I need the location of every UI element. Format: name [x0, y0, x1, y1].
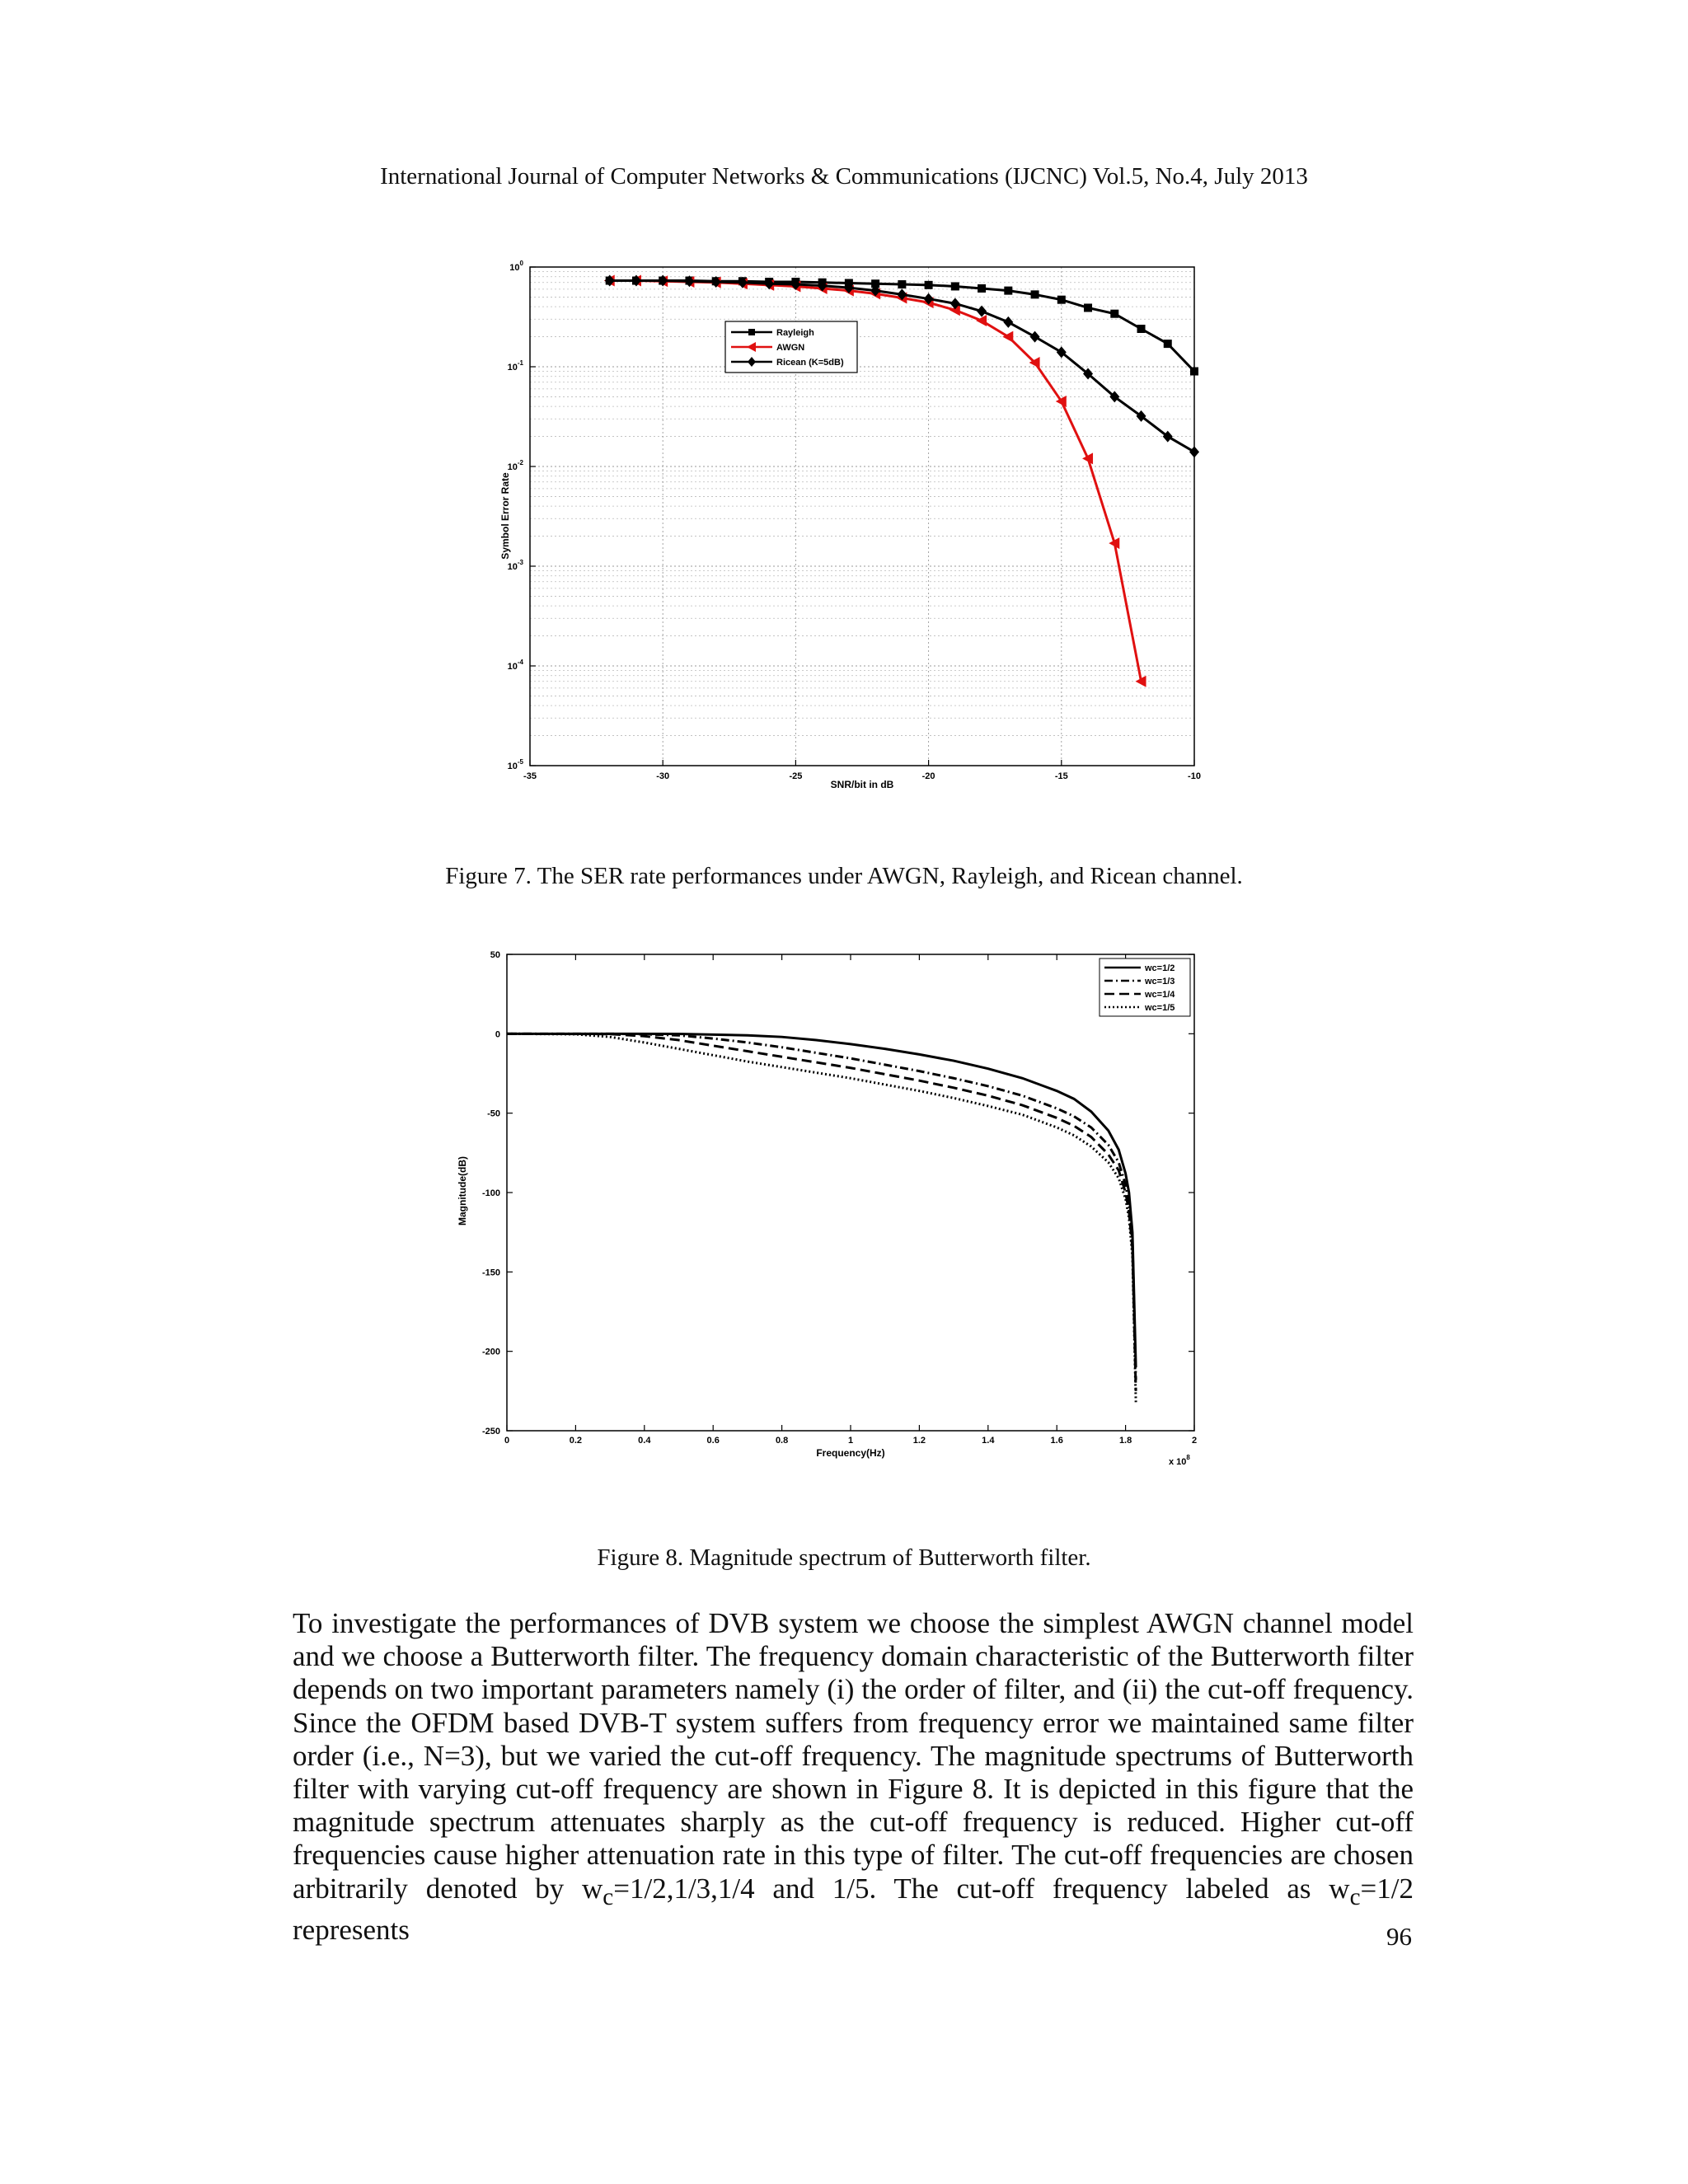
fig8-y-tick-label: 0 — [495, 1029, 500, 1040]
fig8-series-line — [507, 1033, 1136, 1402]
fig8-y-tick-label: -150 — [481, 1268, 500, 1278]
fig7-legend — [725, 321, 857, 373]
page-number: 96 — [1386, 1922, 1412, 1951]
paragraph-text-2: =1/2,1/3,1/4 and 1/5. The cut-off frequency labeled as w — [613, 1872, 1350, 1905]
fig8-y-tick-label: 50 — [490, 950, 500, 960]
fig8-legend-label: wc=1/3 — [1145, 977, 1175, 987]
fig7-data-point — [1084, 303, 1092, 312]
fig7-ylabel: Symbol Error Rate — [499, 472, 511, 560]
figure-8-butterworth-chart — [0, 940, 1688, 1516]
fig8-x-tick-label: 1.2 — [912, 1436, 926, 1446]
fig8-x-tick-label: 1 — [847, 1436, 854, 1446]
fig8-tick-labels — [482, 950, 1197, 1446]
fig8-x-tick-label: 0 — [504, 1436, 510, 1446]
fig7-legend-label: AWGN — [776, 343, 805, 353]
fig7-y-tick-label: $10^{-2}$ — [507, 459, 523, 472]
fig7-xlabel: SNR/bit in dB — [830, 779, 894, 790]
fig8-x-tick-label: 1.4 — [982, 1436, 995, 1446]
fig7-y-tick-label: $10^0$ — [509, 260, 523, 273]
fig7-data-point — [1031, 290, 1039, 298]
fig8-x-tick-label: 0.6 — [706, 1436, 720, 1446]
fig7-data-point — [925, 281, 933, 289]
fig8-x-tick-label: 2 — [1191, 1436, 1198, 1446]
fig7-legend-label: Ricean (K=5dB) — [776, 358, 844, 368]
fig7-x-tick-label: -20 — [921, 771, 935, 781]
paragraph-text-3: =1/2 represents — [293, 1872, 1414, 1946]
fig7-plot-area — [530, 267, 1194, 766]
fig7-y-tick-label: $10^{-5}$ — [507, 758, 523, 771]
fig8-series-line — [507, 1033, 1136, 1390]
fig8-xlabel: Frequency(Hz) — [816, 1447, 885, 1459]
body-paragraph — [293, 1607, 1414, 1947]
fig7-x-tick-label: -25 — [789, 771, 803, 781]
paragraph-subscript-1: c — [603, 1883, 614, 1910]
fig8-x-tick-label: 0.4 — [638, 1436, 651, 1446]
fig7-data-point — [951, 282, 959, 290]
fig7-data-point — [1004, 287, 1012, 295]
fig7-x-tick-label: -35 — [523, 771, 537, 781]
fig8-axes-box — [507, 954, 1194, 1431]
fig8-x-tick-label: 1.8 — [1118, 1436, 1132, 1446]
fig8-x-tick-label: 1.6 — [1050, 1436, 1063, 1446]
fig7-y-tick-label: $10^{-1}$ — [507, 359, 523, 373]
fig8-y-tick-label: -200 — [481, 1347, 500, 1357]
journal-header: International Journal of Computer Networks & Communications (IJCNC) Vol.5, No.4, July 2013 — [380, 163, 1308, 190]
fig7-legend-label: Rayleigh — [776, 328, 814, 338]
fig7-y-tick-label: $10^{-3}$ — [507, 559, 523, 572]
fig7-x-tick-label: -30 — [656, 771, 670, 781]
fig8-y-tick-label: -250 — [481, 1427, 500, 1436]
figure-7-caption: Figure 7. The SER rate performances under AWGN, Rayleigh, and Ricean channel. — [445, 863, 1243, 889]
fig8-legend-label: wc=1/4 — [1145, 990, 1175, 1000]
fig8-y-tick-label: -50 — [487, 1108, 500, 1119]
figure-8-caption: Figure 8. Magnitude spectrum of Butterworth filter. — [597, 1544, 1091, 1571]
fig8-x-tick-label: 0.2 — [569, 1436, 583, 1446]
fig7-data-point — [1110, 310, 1118, 318]
fig8-series-group — [507, 1033, 1136, 1402]
fig7-y-tick-label: $10^{-4}$ — [507, 658, 523, 672]
fig8-series-line — [507, 1033, 1136, 1367]
fig7-x-tick-label: -10 — [1188, 771, 1201, 781]
fig7-data-point — [1137, 325, 1146, 333]
fig8-legend-label: wc=1/5 — [1145, 1003, 1175, 1013]
fig7-x-tick-label: -15 — [1054, 771, 1068, 781]
fig8-legend — [1100, 958, 1190, 1016]
fig8-x-multiplier: x $10^8$ — [1169, 1454, 1190, 1467]
paragraph-text-1: To investigate the performances of DVB system we choose the simplest AWGN channel model and we choose a Butterworth filter. The frequency domain characteristic of the Butterworth filter depends on two important parameters namely (i) the order of filter, and (ii) the cut-off frequency. Since the OFDM based DVB-T system suffers from frequency error we maintained same filter order (i.e., N=3), but we varied the cut-off frequency. The magnitude spectrums of Butterworth filter with varying cut-off frequency are shown in Figure 8. It is depicted in this figure that the magnitude spectrum attenuates sharply as the cut-off frequency is reduced. Higher cut-off frequencies cause higher attenuation rate in this type of filter. The cut-off frequencies are chosen arbitrarily denoted by w — [293, 1607, 1414, 1905]
fig7-data-point — [898, 280, 906, 288]
fig8-y-tick-label: -100 — [481, 1188, 500, 1198]
fig7-legend-marker — [748, 329, 755, 335]
fig7-data-point — [978, 284, 986, 293]
fig8-x-tick-label: 0.8 — [775, 1436, 789, 1446]
fig8-legend-label: wc=1/2 — [1145, 963, 1175, 973]
fig8-ylabel: Magnitude(dB) — [457, 1156, 468, 1226]
fig7-data-point — [1057, 296, 1066, 304]
paragraph-subscript-2: c — [1349, 1883, 1361, 1910]
fig7-data-point — [1164, 340, 1172, 348]
